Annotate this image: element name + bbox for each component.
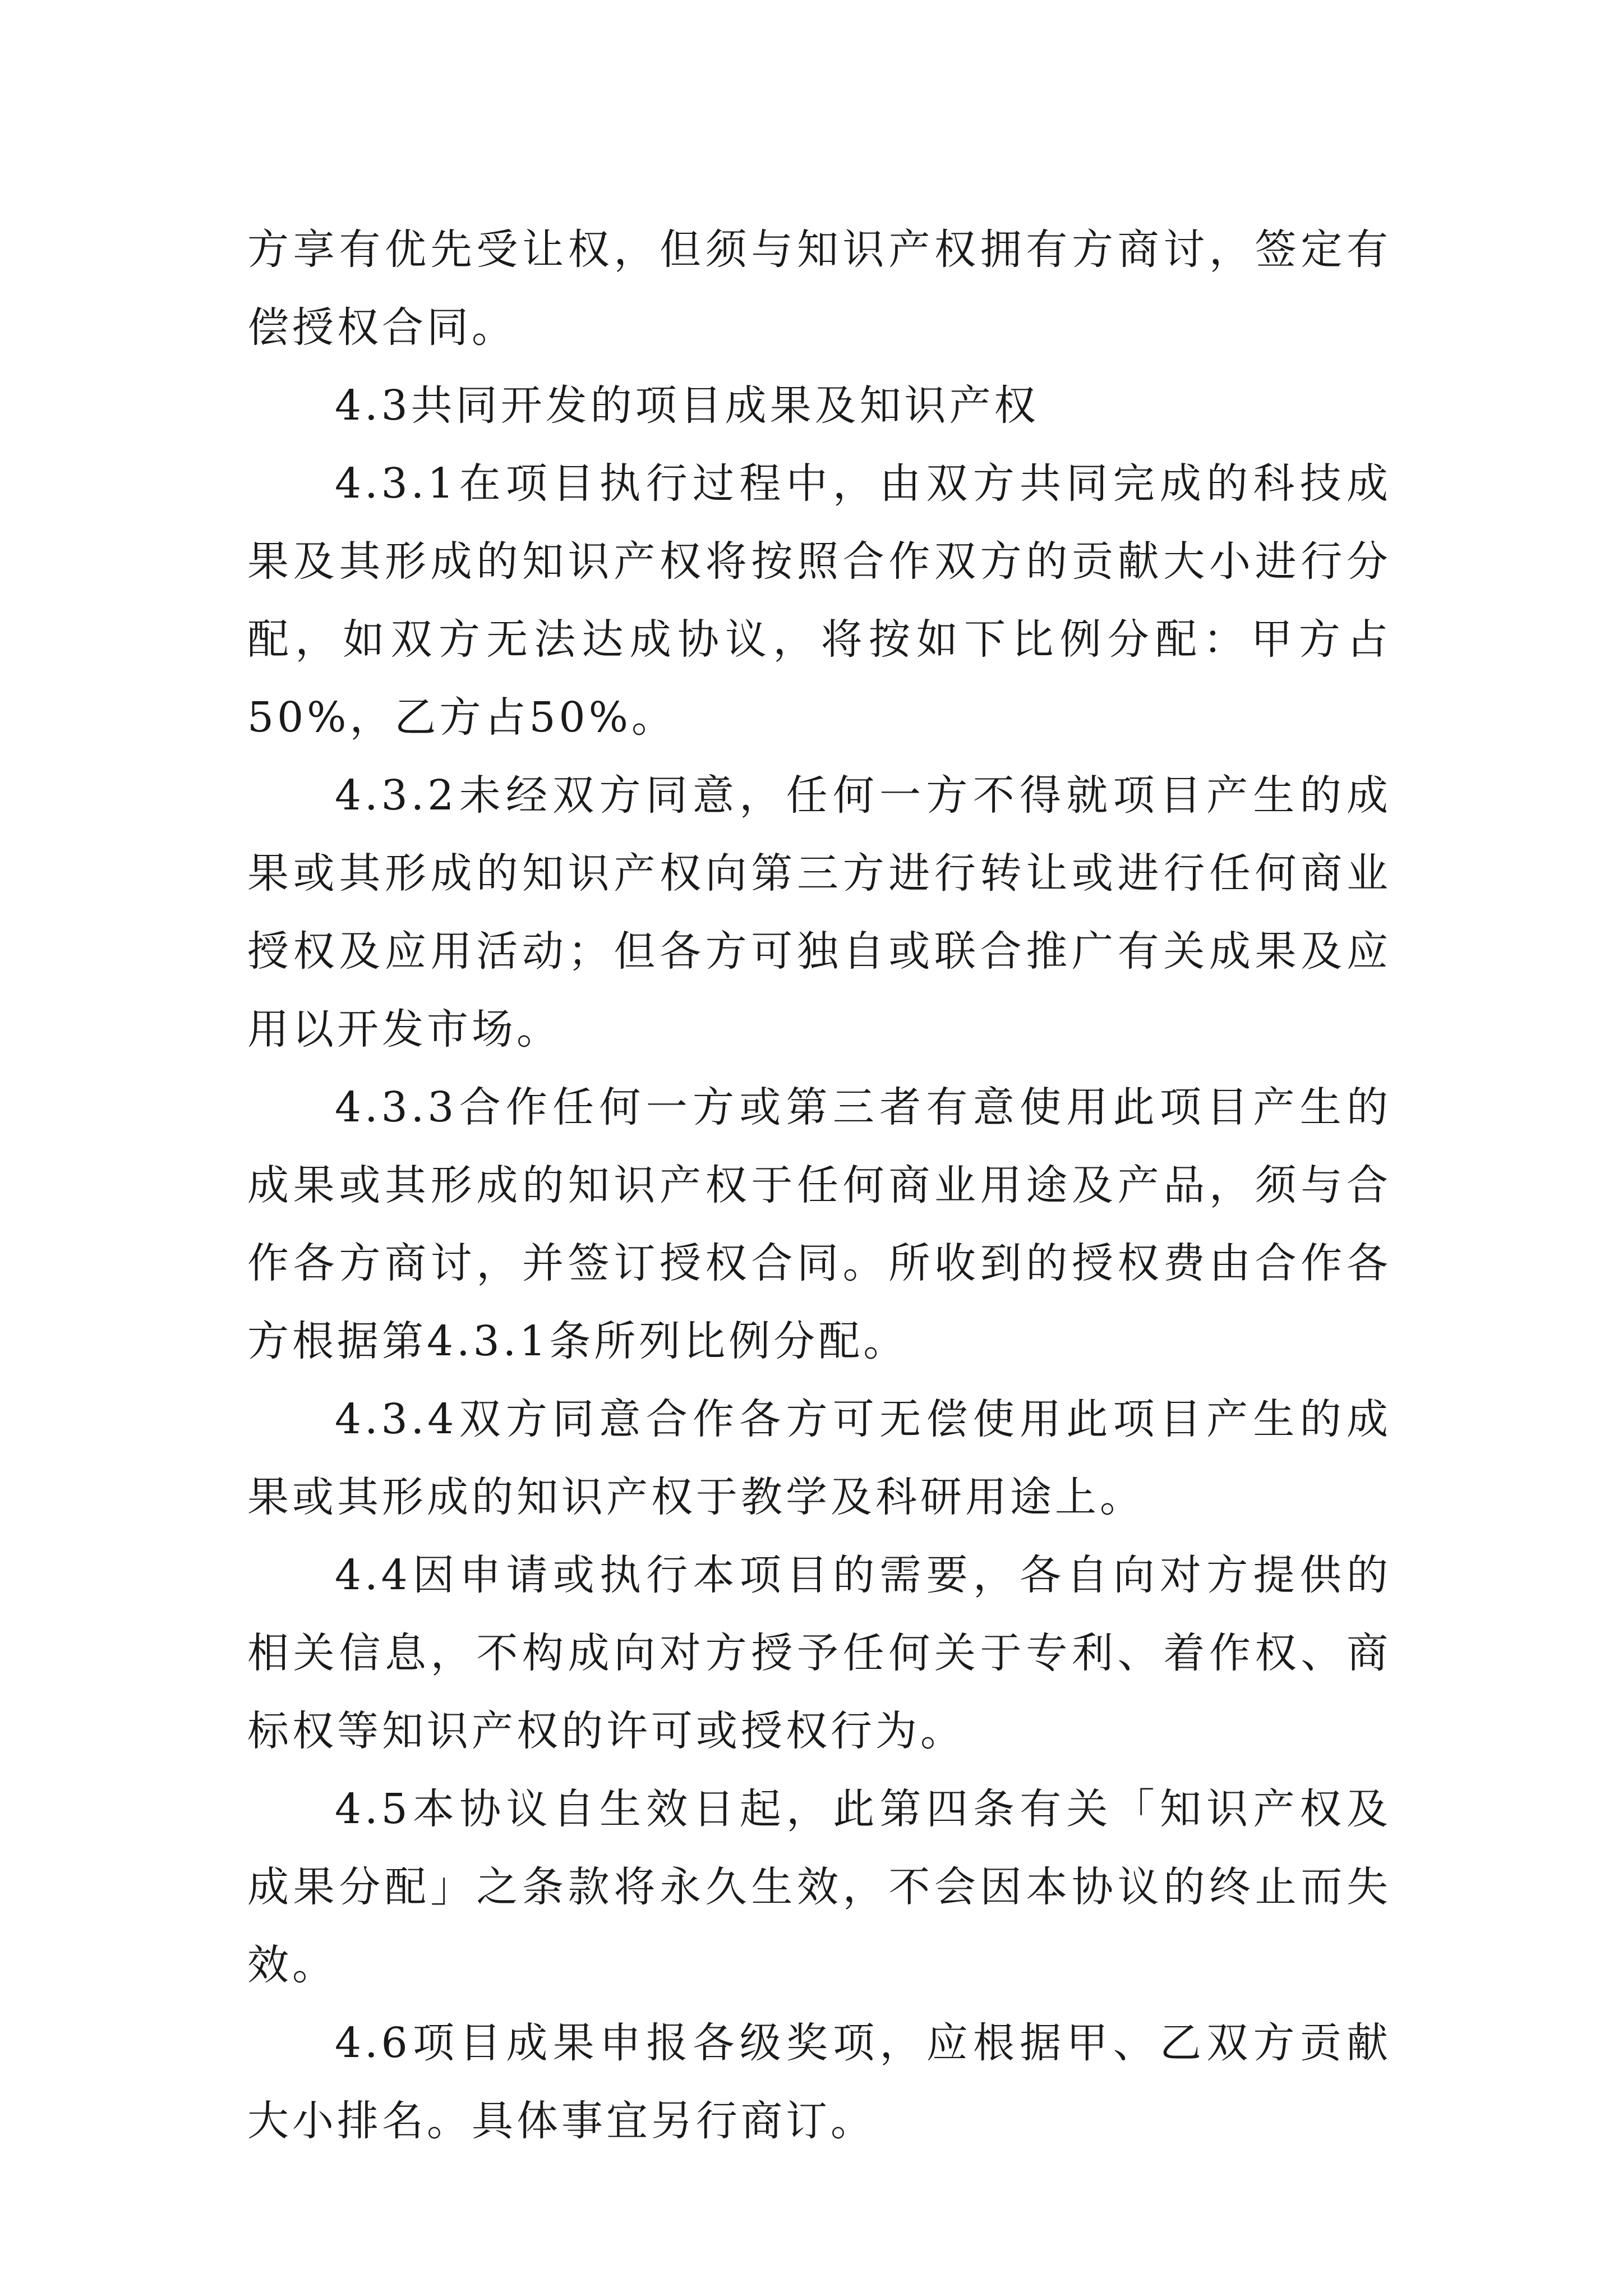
paragraph-section-4-3-4: 4.3.4双方同意合作各方可无偿使用此项目产生的成果或其形成的知识产权于教学及科研用途上。 — [247, 1395, 1391, 1521]
document-body — [247, 211, 1391, 2160]
paragraph-continuation: 方享有优先受让权，但须与知识产权拥有方商讨，签定有偿授权合同。 — [247, 226, 1391, 352]
paragraph-section-4-5: 4.5本协议自生效日起，此第四条有关「知识产权及成果分配」之条款将永久生效，不会因本协议的终止而失效。 — [247, 1785, 1391, 1989]
paragraph-section-4-3-1: 4.3.1在项目执行过程中，由双方共同完成的科技成果及其形成的知识产权将按照合作双方的贡献大小进行分配，如双方无法达成协议，将按如下比例分配：甲方占50%，乙方占50%。 — [247, 459, 1391, 742]
paragraph-section-4-3-2: 4.3.2未经双方同意，任何一方不得就项目产生的成果或其形成的知识产权向第三方进行转让或进行任何商业授权及应用活动；但各方可独自或联合推广有关成果及应用以开发市场。 — [247, 771, 1391, 1053]
paragraph-section-4-3: 4.3共同开发的项目成果及知识产权 — [335, 381, 1039, 430]
paragraph-section-4-3-3: 4.3.3合作任何一方或第三者有意使用此项目产生的成果或其形成的知识产权于任何商业用途及产品，须与合作各方商讨，并签订授权合同。所收到的授权费由合作各方根据第4.3.1条所列比例分配。 — [247, 1083, 1391, 1365]
paragraph-section-4-4: 4.4因申请或执行本项目的需要，各自向对方提供的相关信息，不构成向对方授予任何关于专利、着作权、商标权等知识产权的许可或授权行为。 — [247, 1551, 1391, 1755]
paragraph-section-4-6: 4.6项目成果申报各级奖项，应根据甲、乙双方贡献大小排名。具体事宜另行商订。 — [247, 2019, 1391, 2145]
